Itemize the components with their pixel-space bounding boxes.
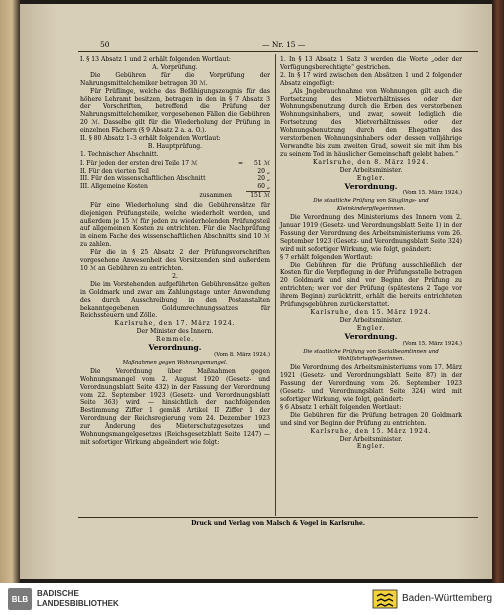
column-divider [275, 54, 276, 516]
centered-line: Der Arbeitsminister. [339, 166, 403, 174]
ordinance-subject: Die staatliche Prüfung von Sozialbeamtinnen und Wohlfahrtspflegerinnen. [303, 348, 439, 363]
ordinance-subject: Die staatliche Prüfung von Säuglings- und Kleinkinderpflegerinnen. [313, 198, 429, 213]
fee-row [80, 175, 270, 183]
paragraph: 2. In § 17 wird zwischen den Absätzen 1 und 2 folgender Absatz eingefügt: [280, 71, 462, 87]
paragraph: Die Gebühren für die Vorprüfung der Nahrungsmittelchemiker betragen 30 ℳ. [80, 71, 270, 87]
signature-line: Karlsruhe, den 15. März 1924. [310, 427, 432, 435]
paragraph: Für die in § 25 Absatz 2 der Prüfungsvorschriften vorgesehene Anwesenheit des Vorsitzenden sind außerdem 10 ℳ an Gebühren zu entrichten. [80, 249, 270, 273]
ordinance-date: (Vom 15. März 1924.) [402, 190, 462, 197]
paragraph: 1. Technischer Abschnitt. [80, 150, 159, 158]
signature-line: Remmele. [155, 336, 195, 344]
paragraph: Die im Vorstehenden aufgeführten Gebührensätze gelten in Goldmark und zwar am Zahlungstage unter Anwendung des durch Ausschreibung in den Postanstalten bekanntgegebenen Goldumrechnungssatzes für Reichssteuern und Zölle. [80, 280, 270, 320]
blb-name-line-2: LANDESBIBLIOTHEK [37, 599, 119, 608]
ordinance-subject: Maßnahmen gegen Wohnungsmangel. [122, 359, 228, 366]
ordinance-date: (Vom 15. März 1924.) [402, 340, 462, 347]
ordinance-heading: Verordnung. [344, 181, 398, 191]
right-column [280, 56, 462, 451]
fee-label: II. Für den vierten Teil [80, 167, 149, 175]
fee-total: 151 ℳ [246, 191, 270, 199]
fee-label: I. Für jeden der ersten drei Teile 17 ℳ [80, 159, 198, 167]
paragraph: „Als Jngebrauchnahme von Wohnungen gilt auch die Fortsetzung des Mietverhältnisses oder der Wohnungsbenutzung durch die Erben des verstorbenen Wohnungsinhabers, und zwar, soweit lediglich die Fortsetzung des Mietverhältnisses oder der Wohnungsbenutzung durch den Ehegatten des verstorbenen Wohnungsinhabers oder dessen volljährige Verwandte bis zum zweiten Grad, soweit sie mit ihm bis zu seinem Tod in häuslicher Gemeinschaft gelebt haben.“ [280, 87, 462, 158]
fee-equals [238, 168, 246, 176]
fee-label: III. Für den wissenschaftlichen Abschnitt [80, 175, 206, 183]
paragraph: I. § 13 Absatz 1 und 2 erhält folgenden Wortlaut: [80, 56, 231, 63]
signature-line: Karlsruhe, den 15. März 1924. [310, 309, 432, 316]
previous-page-edge [0, 0, 20, 583]
ordinance-heading: Verordnung. [344, 331, 398, 341]
fee-row [80, 160, 270, 168]
paragraph: § 7 erhält folgenden Wortlaut: [280, 253, 373, 261]
fee-total-label: zusammen [199, 191, 232, 199]
book-spine-edge [492, 0, 504, 583]
fee-total-spacer [238, 191, 246, 199]
paragraph: 1. In § 13 Absatz 1 Satz 3 werden die Worte „oder der Verfügungsberechtigte“ gestrichen. [280, 56, 462, 71]
paragraph: Die Verordnung über Maßnahmen gegen Wohnungsmangel vom 2. August 1920 (Gesetz- und Verordnungsblatt Seite 432) in der Fassung der Verordnung vom 22. September 1923 (Gesetz- und Verordnungsblatt Seite 363) wird — hinsichtlich der nachfolgenden Bestimmung Ziffer 1 gemäß Artikel II Ziffer 1 der Verordnung der Reichsregierung vom 24. Dezember 1923 zur Änderung des Mieterschutzgesetzes und Wohnungsmangelgesetzes (Reichsgesetzblatt Seite 1247) — mit sofortiger Wirkung abgeändert wie folgt: [80, 367, 270, 446]
fee-equals: = [238, 159, 244, 167]
paragraph: Die Verordnung des Arbeitsministeriums vom 17. März 1921 (Gesetz- und Verordnungsblatt Seite 87) in der Fassung der Verordnung vom 26. September 1923 (Gesetz- und Verordnungsblatt Seite 324) wird mit sofortiger Wirkung, wie folgt, geändert: [280, 364, 462, 403]
centered-line: 2. [172, 272, 178, 280]
ordinance-date: (Vom 8. März 1924.) [214, 351, 270, 358]
fee-amount: 20 „ [257, 175, 270, 183]
issue-number: — Nr. 15 — [262, 40, 306, 49]
header-rule [78, 51, 478, 52]
paragraph: Für eine Wiederholung sind die Gebührensätze für diejenigen Prüfungsteile, welche wiederholt werden, und außerdem je 15 ℳ für jeden zu wiederholenden Prüfungsteil auf allgemeinen Kosten zu entrichten. Für die Nachprüfung in einem Fache des wissenschaftlichen Abschnitts sind 10 ℳ zu zahlen. [80, 201, 270, 249]
paragraph: Die Gebühren für die Prüfung betragen 20 Goldmark und sind vor Beginn der Prüfung zu entrichten. [280, 411, 462, 427]
centered-line: Der Minister des Innern. [136, 328, 214, 336]
paragraph: Die Verordnung des Ministeriums des Innern vom 2. Januar 1919 (Gesetz- und Verordnungsblatt Seite 1) in der Fassung der Verordnung des Arbeitsministeriums vom 26. September 1923 (Gesetz- und Verordnungsblatt Seite 324) wird mit sofortiger Wirkung, wie folgt, geändert: [280, 214, 462, 253]
signature-line: Engler. [356, 443, 386, 451]
crest-icon [372, 588, 398, 610]
signature-line: Karlsruhe, den 8. März 1924. [312, 158, 430, 166]
centered-line: Der Arbeitsminister. [339, 435, 403, 443]
printer-footer: Druck und Verlag von Malsch & Vogel in Karlsruhe. [191, 520, 365, 527]
paragraph: § 6 Absatz 1 erhält folgenden Wortlaut: [280, 403, 402, 411]
signature-line: Engler. [356, 324, 386, 332]
paragraph: II. § 80 Absatz 1–3 erhält folgenden Wortlaut: [80, 135, 221, 143]
blb-name-line-1: BADISCHE [37, 589, 79, 598]
blb-name [37, 589, 119, 609]
ordinance-heading: Verordnung. [148, 343, 202, 353]
paragraph: Die Gebühren für die Prüfung ausschließlich der Kosten für die Verpflegung in der Prüfungsstelle betragen 20 Goldmark und sind vor Beginn der Prüfung zu entrichten; wer vor der Prüfung (spätestens 2 Tage vor ihrem Beginn) zurücktritt, erhält die bereits entrichteten Prüfungsgebühren zurückerstattet. [280, 261, 462, 309]
left-column [80, 56, 270, 447]
fee-amount: 51 ℳ [254, 159, 270, 167]
page-number: 50 [100, 40, 110, 49]
blb-logo[interactable]: BLB [8, 588, 32, 610]
baden-wuerttemberg-label[interactable]: Baden-Württemberg [402, 593, 493, 604]
fee-label: III. Allgemeine Kosten [80, 183, 148, 191]
library-bar [0, 583, 504, 615]
fee-equals [238, 175, 246, 183]
fee-row [80, 168, 270, 176]
footer-rule [78, 517, 478, 518]
fee-total-row [80, 191, 270, 199]
fee-amount: 60 „ [257, 183, 270, 191]
fee-amount: 20 „ [257, 167, 270, 175]
paragraph: Für Prüflinge, welche das Befähigungszeugnis für das höhere Lehramt besitzen, betragen in den in § 7 Absatz 3 der Vorschriften, betreffend die Prüfung der Nahrungsmittelchemiker, vorgesehenen Fällen die Gebühren 20 ℳ. Dasselbe gilt für die Wiederholung der Prüfung in einzelnen Fächern (§ 9 Absatz 2 a. a. O.). [80, 87, 270, 135]
centered-line: A. Vorprüfung. [152, 63, 198, 71]
signature-line: Karlsruhe, den 17. März 1924. [114, 320, 236, 328]
centered-line: B. Hauptprüfung. [147, 142, 203, 150]
fee-equals [238, 183, 246, 191]
fee-table [80, 160, 270, 200]
signature-line: Engler. [356, 174, 386, 182]
centered-line: Der Arbeitsminister. [339, 316, 403, 324]
fee-row [80, 183, 270, 191]
